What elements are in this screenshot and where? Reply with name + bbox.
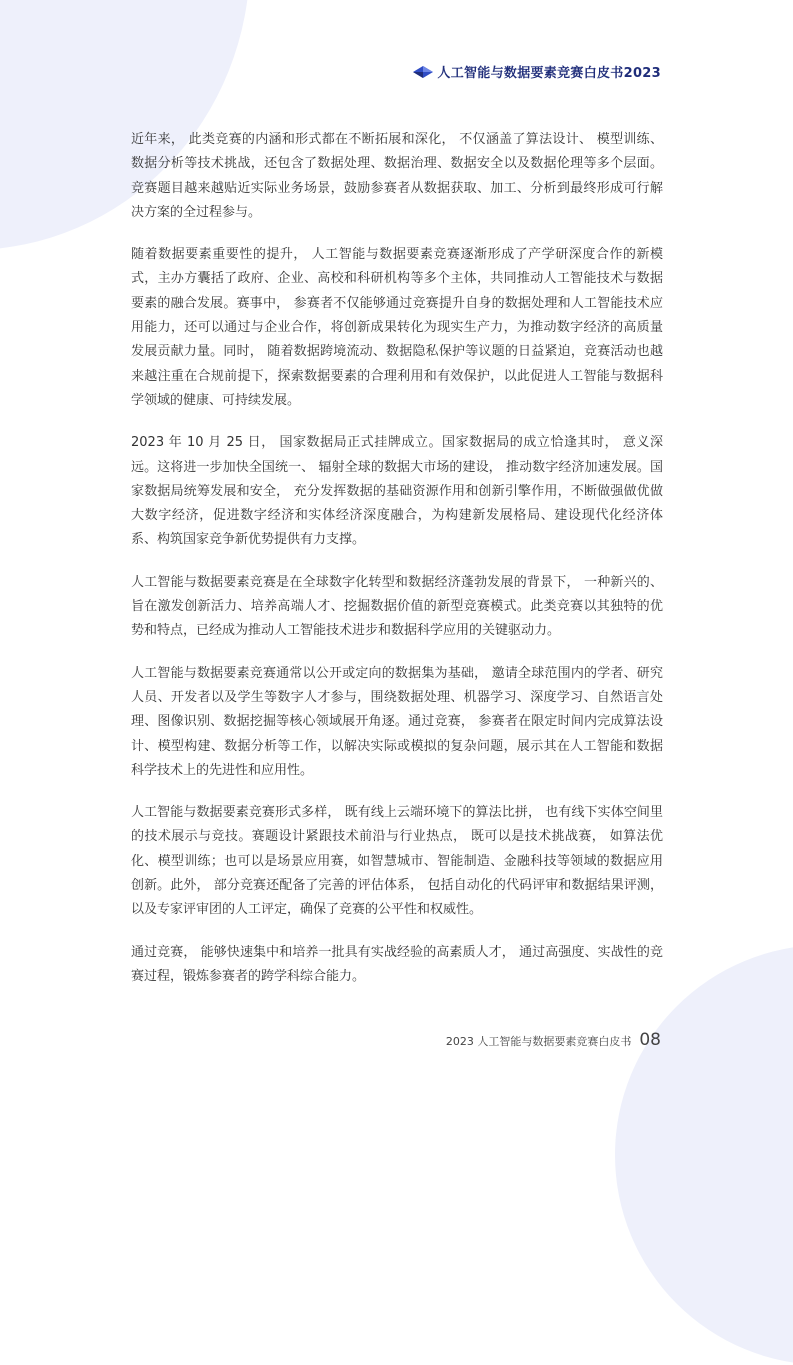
paragraph: 随着数据要素重要性的提升， 人工智能与数据要素竞赛逐渐形成了产学研深度合作的新模式，主办方囊括了政府、企业、高校和科研机构等多个主体，共同推动人工智能技术与数据要素的融合发展。赛事中， 参赛者不仅能够通过竞赛提升自身的数据处理和人工智能技术应用能力，还可以通过与企业合作，将创新成果转化为现实生产力，为推动数字经济的高质量发展贡献力量。同时， 随着数据跨境流动、数据隐私保护等议题的日益紧迫，竞赛活动也越来越注重在合规前提下，探索数据要素的合理利用和有效保护，以此促进人工智能与数据科学领域的健康、可持续发展。 <box>131 247 663 408</box>
page-footer <box>446 1030 661 1050</box>
paragraph: 人工智能与数据要素竞赛是在全球数字化转型和数据经济蓬勃发展的背景下， 一种新兴的、旨在激发创新活力、培养高端人才、挖掘数据价值的新型竞赛模式。此类竞赛以其独特的优势和特点，已经成为推动人工智能技术进步和数据科学应用的关键驱动力。 <box>131 574 663 639</box>
diamond-logo-icon <box>413 66 433 78</box>
header-title: 人工智能与数据要素竞赛白皮书2023 <box>437 66 661 81</box>
page-header <box>413 62 661 81</box>
footer-title: 2023 人工智能与数据要素竞赛白皮书 <box>445 1035 632 1048</box>
paragraph: 人工智能与数据要素竞赛形式多样， 既有线上云端环境下的算法比拼， 也有线下实体空间里的技术展示与竞技。赛题设计紧跟技术前沿与行业热点， 既可以是技术挑战赛， 如算法优化、模型训练；也可以是场景应用赛，如智慧城市、智能制造、金融科技等领域的数据应用创新。此外， 部分竞赛还配备了完善的评估体系， 包括自动化的代码评审和数据结果评测，以及专家评审团的人工评定，确保了竞赛的公平性和权威性。 <box>131 805 663 918</box>
paragraph: 通过竞赛， 能够快速集中和培养一批具有实战经验的高素质人才， 通过高强度、实战性的竞赛过程，锻炼参赛者的跨学科综合能力。 <box>131 944 663 984</box>
paragraph: 近年来， 此类竞赛的内涵和形式都在不断拓展和深化， 不仅涵盖了算法设计、 模型训练、数据分析等技术挑战，还包含了数据处理、数据治理、数据安全以及数据伦理等多个层面。竞赛题目越来越贴近实际业务场景，鼓励参赛者从数据获取、加工、分析到最终形成可行解决方案的全过程参与。 <box>131 132 663 220</box>
background-circle-bottom-right <box>615 945 793 1365</box>
article-body <box>131 128 663 1007</box>
paragraph: 人工智能与数据要素竞赛通常以公开或定向的数据集为基础， 邀请全球范围内的学者、研究人员、开发者以及学生等数字人才参与，围绕数据处理、机器学习、深度学习、自然语言处理、图像识别、数据挖掘等核心领域展开角逐。通过竞赛， 参赛者在限定时间内完成算法设计、模型构建、数据分析等工作，以解决实际或模拟的复杂问题，展示其在人工智能和数据科学技术上的先进性和应用性。 <box>131 665 663 778</box>
paragraph: 2023 年 10 月 25 日， 国家数据局正式挂牌成立。国家数据局的成立恰逢其时， 意义深远。这将进一步加快全国统一、 辐射全球的数据大市场的建设， 推动数字经济加速发展。国家数据局统筹发展和安全， 充分发挥数据的基础资源作用和创新引擎作用，不断做强做优做大数字经济，促进数字经济和实体经济深度融合，为构建新发展格局、建设现代化经济体系、构筑国家竞争新优势提供有力支撑。 <box>131 435 663 548</box>
page-number: 08 <box>639 1030 661 1050</box>
